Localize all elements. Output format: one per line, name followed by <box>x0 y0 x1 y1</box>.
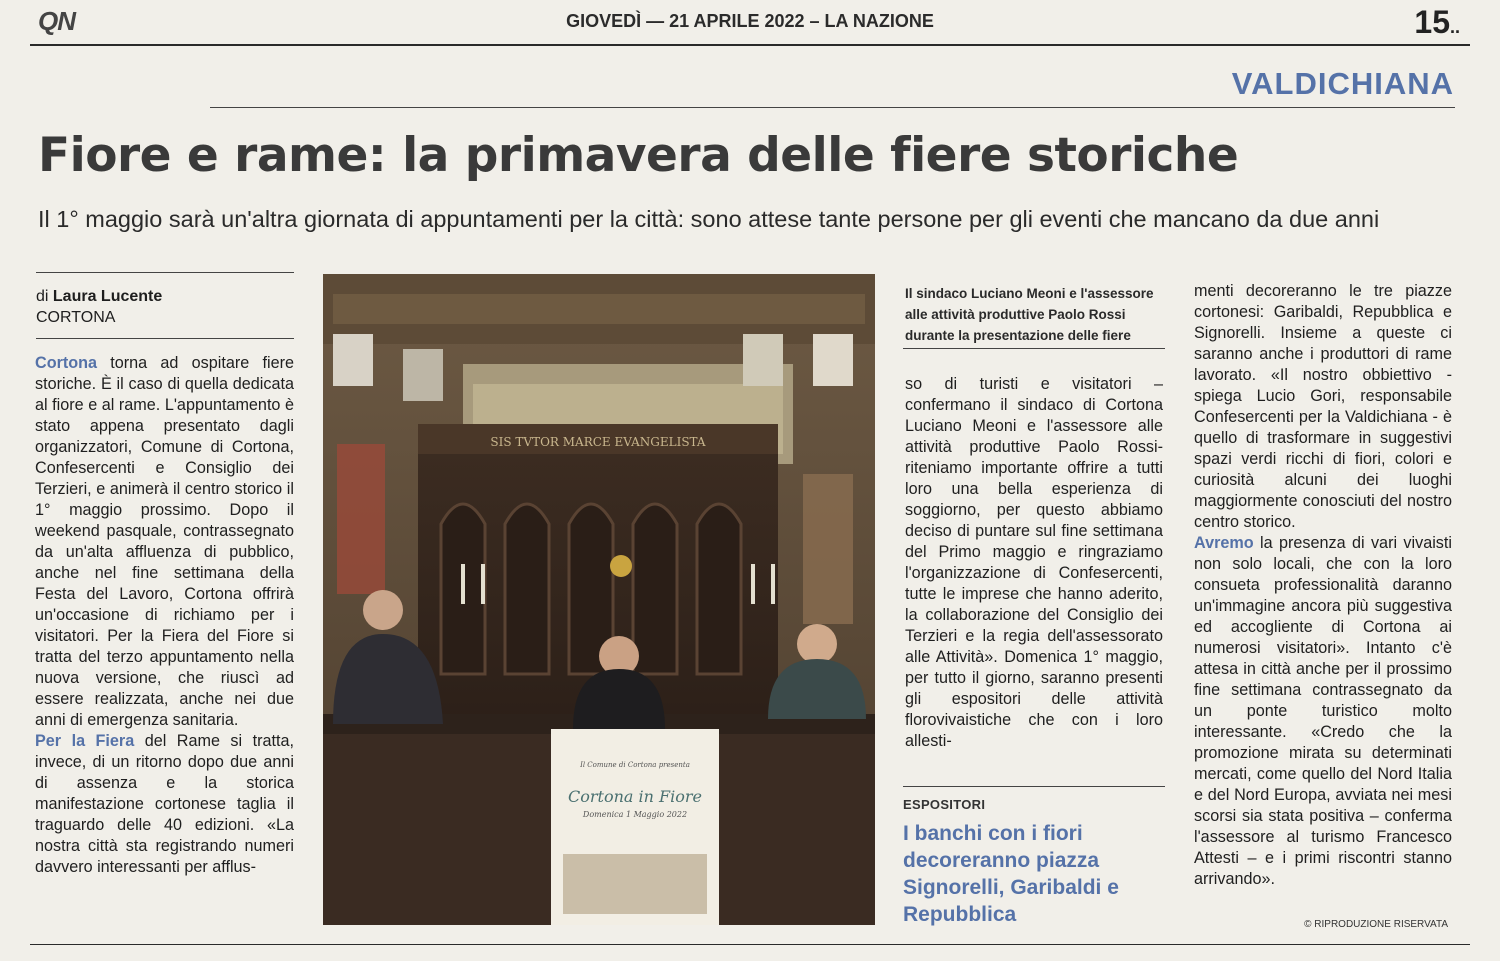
box-rule <box>903 786 1165 787</box>
location: CORTONA <box>36 309 116 326</box>
article-column-3 <box>905 374 1163 752</box>
lead-in: Cortona <box>35 354 98 372</box>
byline-prefix: di <box>36 288 49 305</box>
poster-date: Domenica 1 Maggio 2022 <box>582 810 688 819</box>
emblem-icon <box>610 555 632 577</box>
newspaper-logo: QN <box>38 6 75 36</box>
section-title: VALDICHIANA <box>1231 66 1454 101</box>
poster-line: Il Comune di Cortona presenta <box>580 761 690 769</box>
box-title: I banchi con i fiori decoreranno piazza Signorelli, Garibaldi e Repubblica <box>903 822 1119 926</box>
author: Laura Lucente <box>52 288 163 305</box>
lead-in: Avremo <box>1194 534 1254 552</box>
page-number-marker: .. <box>1449 17 1460 37</box>
byline-top-rule <box>36 272 294 273</box>
page-number <box>1414 4 1460 41</box>
headline: Fiore e rame: la primavera delle fiere storiche <box>38 128 1239 183</box>
paragraph-text: so di turisti e visitatori – confermano il sindaco di Cortona Luciano Meoni e l'assessore alle attività produttive Paolo Rossi- riteniamo importante offrire a tutti loro una bella esperienza di soggiorno, per questo abbiamo deciso di puntare sul fine settimana del Primo maggio e ringraziamo l'organizzazione di Confesercenti, tutte le imprese che hanno aderito, la collaborazione del Consiglio dei Terzieri e la regia dell'assessorato alle Attività». Domenica 1° maggio, per tutto il giorno, saranno presenti gli espositori delle attività florovivaistiche che con i loro allesti- <box>905 375 1163 750</box>
byline <box>36 286 162 328</box>
section-rule <box>210 107 1455 108</box>
paragraph <box>35 731 294 878</box>
paragraph <box>1194 533 1452 890</box>
paragraph-text: torna ad ospitare fiere storiche. È il caso di quella dedicata al fiore e al rame. L'appuntamento è stato appena presentato dagli organizzatori, Comune di Cortona, Confesercenti e Consiglio dei Terzieri, e animerà il centro storico il 1° maggio prossimo. Dopo il weekend pasquale, contrassegnato da un'alta affluenza di pubblico, anche nel fine settimana della Festa del Lavoro, Cortona offrirà un'occasione di richiamo per i visitatori. Per la Fiera del Fiore si tratta del terzo appuntamento nella nuova versione, che riuscì ad essere realizzata, anche nei due anni di emergenza sanitaria. <box>35 354 294 729</box>
copyright: © RIPRODUZIONE RISERVATA <box>1304 919 1448 930</box>
article-column-1 <box>35 353 294 878</box>
bottom-rule <box>30 944 1470 945</box>
wall-inscription: SIS TVTOR MARCE EVANGELISTA <box>490 435 706 449</box>
paragraph-text: menti decoreranno le tre piazze cortonesi: Garibaldi, Repubblica e Signorelli. Insieme a queste ci saranno anche i produttori di rame lavorato. «Il nostro obbiettivo - spiega Lucio Gori, responsabile Confesercenti per la Valdichiana - è quello di trasformare in suggestivi spazi verdi ricchi di fiori, colori e curiosità alcuni dei luoghi maggiormente conosciuti del nostro centro storico. <box>1194 282 1452 531</box>
paragraph-text: del Rame si tratta, invece, di un ritorno dopo due anni di assenza e la storica manifestazione cortonese taglia il traguardo delle 40 edizioni. «La nostra città sta registrando numeri davvero interessanti per afflus- <box>35 732 294 876</box>
poster-title: Cortona in Fiore <box>568 787 702 806</box>
dateline: GIOVEDÌ — 21 APRILE 2022 – LA NAZIONE <box>566 11 934 31</box>
article-photo <box>323 274 875 925</box>
top-rule <box>30 44 1470 46</box>
caption-rule <box>903 348 1165 349</box>
paragraph-text: la presenza di vari vivaisti non solo locali, che con la loro consueta professionalità daranno un'immagine ancora più suggestiva ed accogliente di Cortona ai numerosi visitatori». Intanto c'è attesa in città anche per il prossimo fine settimana contrassegnato da un ponte turistico molto interessante. «Credo che la promozione mirata su determinati mercati, come quello del Nord Italia e del Nord Europa, avviata nei mesi scorsi sia stata positiva – conferma l'assessore al turismo Francesco Attesti – e i primi riscontri stanno arrivando». <box>1194 534 1452 888</box>
subheadline: Il 1° maggio sarà un'altra giornata di appuntamenti per la città: sono attese tante persone per gli eventi che mancano da due anni <box>38 206 1380 232</box>
photo-caption: Il sindaco Luciano Meoni e l'assessore alle attività produttive Paolo Rossi durante la presentazione delle fiere <box>905 286 1154 343</box>
byline-bottom-rule <box>36 338 294 339</box>
page-number-value: 15 <box>1414 4 1450 40</box>
photo-illustration <box>323 274 875 925</box>
article-column-4 <box>1194 281 1452 890</box>
lead-in: Per la Fiera <box>35 732 135 750</box>
paragraph <box>35 353 294 731</box>
box-label: ESPOSITORI <box>903 797 986 812</box>
